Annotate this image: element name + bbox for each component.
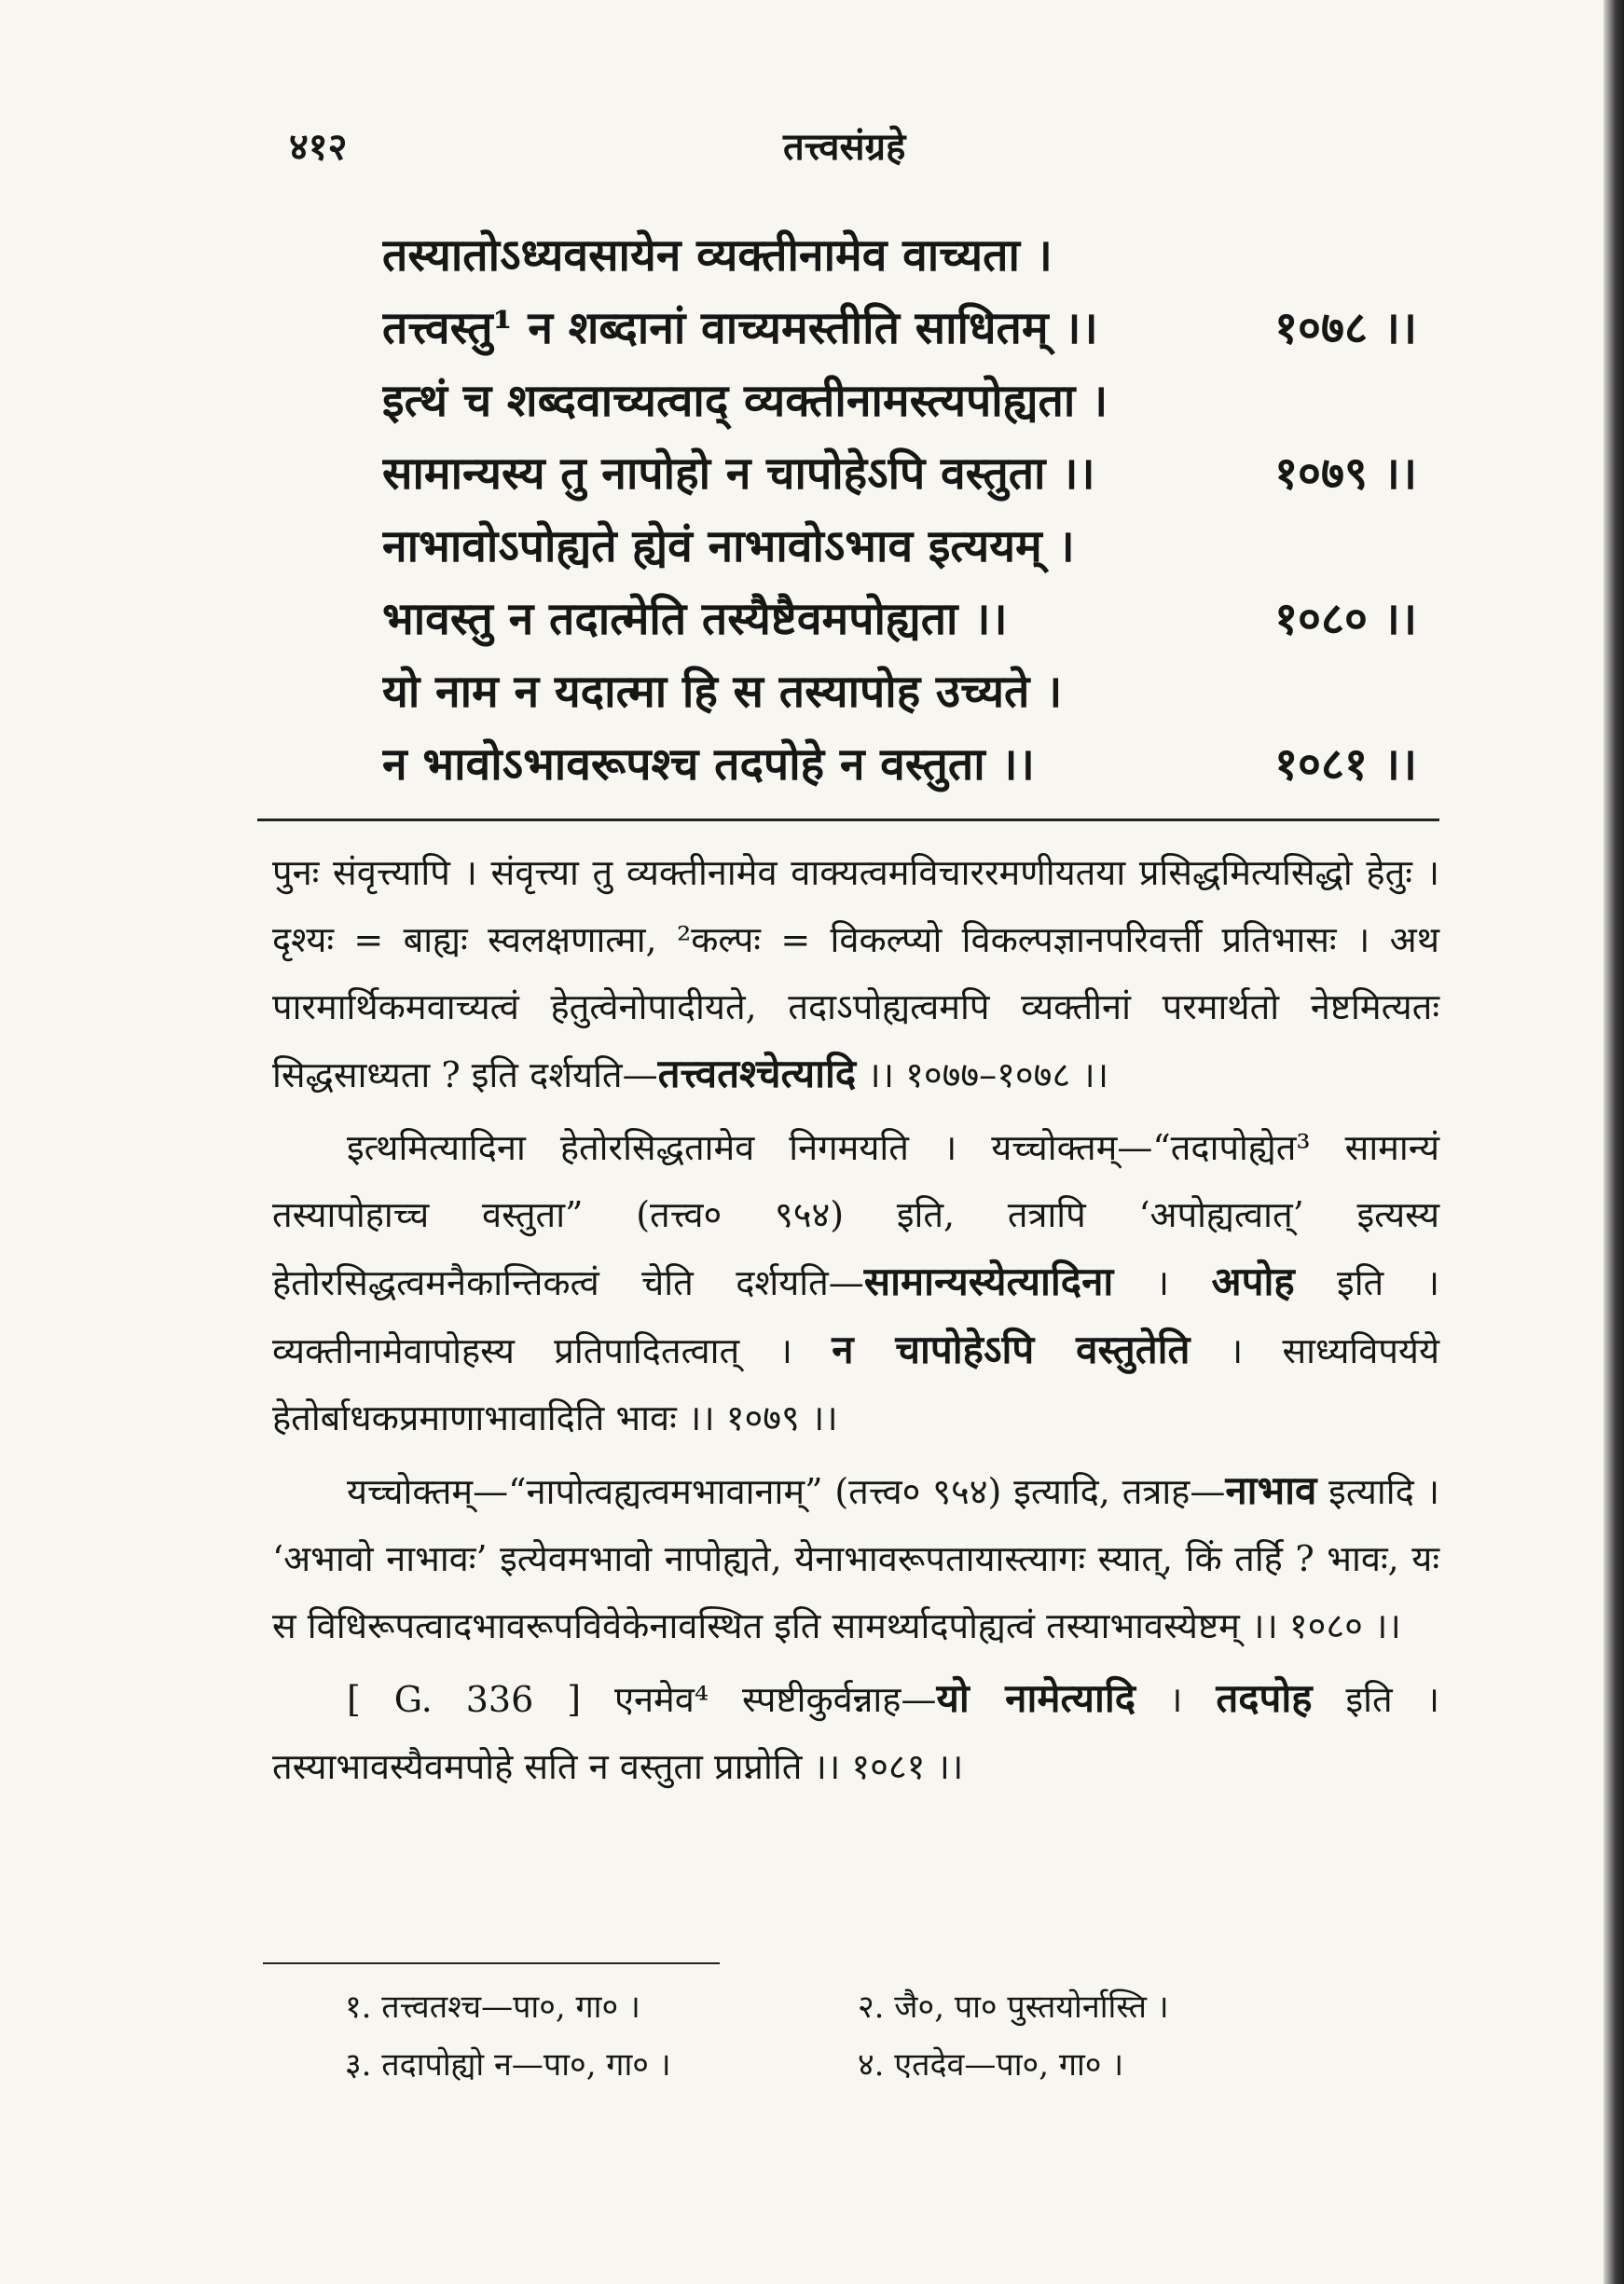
footnote-divider <box>263 1962 720 1964</box>
commentary-pratika: न चापोहेऽपि वस्तुतेति <box>832 1327 1190 1372</box>
commentary-pratika: यो नामेत्यादि <box>936 1675 1136 1721</box>
commentary-text: । <box>1113 1262 1212 1303</box>
commentary-paragraph <box>272 839 1439 1108</box>
page-edge-shadow <box>1603 0 1624 2284</box>
verse-number: १०८० ।। <box>1274 593 1417 645</box>
commentary-text: । साध्यविपर्यये हेतोर्बाधकप्रमाणाभावादिति भावः ।। १०७९ ।। <box>272 1330 1439 1438</box>
commentary-pratika: तत्त्वतश्चेत्यादि <box>657 1051 857 1096</box>
verse-line <box>382 660 1417 733</box>
commentary-pratika: अपोह <box>1211 1259 1295 1304</box>
verse-divider <box>257 819 1439 821</box>
running-title: तत्त्वसंग्रहे <box>783 125 906 169</box>
commentary-text: यच्चोक्तम्—“नापोत्वह्यत्वमभावानाम्” (तत्त्व० ९५४) इत्यादि, तत्राह— <box>347 1471 1226 1512</box>
verse-number: १०८१ ।। <box>1274 738 1417 791</box>
verse-text: भावस्तु न तदात्मेति तस्यैष्टैवमपोह्यता ।। <box>382 593 1008 645</box>
commentary-text: पुनः संवृत्त्यापि । संवृत्त्या तु व्यक्तीनामेव वाक्यत्वमविचाररमणीयतया प्रसिद्धमित्यसिद्धो हेतुः । दृश्यः = बाह्यः स्वलक्षणात्मा, ²कल्पः = विकल्प्यो विकल्पज्ञानपरिवर्त्ती प्रतिभासः । अथ पारमार्थिकमवाच्यत्वं हेतुत्वेनोपादीयते, तदाऽपोह्यत्वमपि व्यक्तीनां परमार्थतो नेष्टमित्यतः सिद्धसाध्यता ? इति दर्शयति— <box>272 852 1439 1095</box>
verse-text: न भावोऽभावरूपश्च तदपोहे न वस्तुता ।। <box>382 738 1035 791</box>
verse-line <box>382 224 1417 296</box>
verse-text: इत्थं च शब्दवाच्यत्वाद् व्यक्तीनामस्त्यपोह्यता । <box>382 375 1108 427</box>
commentary-pratika: नाभाव <box>1225 1467 1317 1513</box>
verse-line <box>382 442 1417 515</box>
commentary-text: इत्थमित्यादिना हेतोरसिद्धतामेव निगमयति । यच्चोक्तम्—“तदापोह्येत³ सामान्यं तस्यापोहाच्च वस्तुता” (तत्त्व० ९५४) इति, तत्रापि ‘अपोह्यत्वात्’ इत्यस्य हेतोरसिद्धत्वमनैकान्तिकत्वं चेति दर्शयति— <box>272 1127 1439 1303</box>
commentary-text: ।। १०७७–१०७८ ।। <box>856 1054 1109 1095</box>
footnote-row <box>345 1976 1370 2034</box>
footnote: ४. एतदेव—पा०, गा० । <box>858 2046 1124 2084</box>
footnote: ३. तदापोह्यो न—पा०, गा० । <box>345 2046 671 2084</box>
footnote: २. जै०, पा० पुस्तयोर्नास्ति । <box>858 1988 1169 2026</box>
verse-line <box>382 515 1417 587</box>
commentary-text: इत्यादि । ‘अभावो नाभावः’ इत्येवमभावो नापोह्यते, येनाभावरूपतायास्त्यागः स्यात्, किं तर्हि ? भावः, यः स विधिरूपत्वादभावरूपविवेकेनावस्थित इति सामर्थ्यादपोह्यत्वं तस्याभावस्येष्टम् ।। १०८० ।। <box>272 1471 1440 1646</box>
commentary-text: इति । व्यक्तीनामेवापोहस्य प्रतिपादितत्वात् । <box>272 1262 1440 1371</box>
commentary-block <box>272 839 1439 1806</box>
verse-text: तस्यातोऽध्यवसायेन व्यक्तीनामेव वाच्यता । <box>382 229 1053 282</box>
verse-text: सामान्यस्य तु नापोहो न चापोहेऽपि वस्तुता ।। <box>382 447 1095 500</box>
page-header <box>289 119 1445 175</box>
footnote: १. तत्त्वतश्च—पा०, गा० । <box>345 1988 640 2026</box>
commentary-paragraph <box>272 1457 1439 1659</box>
commentary-paragraph <box>272 1665 1439 1800</box>
page-number: ४१२ <box>289 125 348 169</box>
verse-line <box>382 369 1417 442</box>
verse-block <box>382 224 1417 805</box>
verse-text: नाभावोऽपोह्यते ह्येवं नाभावोऽभाव इत्ययम् । <box>382 520 1075 572</box>
footnotes <box>345 1976 1370 2092</box>
verse-line <box>382 733 1417 805</box>
commentary-text: । <box>1135 1679 1217 1720</box>
commentary-pratika: सामान्यस्येत्यादिना <box>863 1259 1114 1304</box>
footnote-row <box>345 2034 1370 2092</box>
commentary-text: इति । तस्याभावस्यैवमपोहे सति न वस्तुता प्राप्नोति ।। १०८१ ।। <box>272 1679 1439 1787</box>
verse-line <box>382 587 1417 660</box>
verse-number: १०७८ ।। <box>1274 302 1417 354</box>
verse-number: १०७९ ।। <box>1274 447 1417 500</box>
commentary-pratika: तदपोह <box>1216 1675 1313 1721</box>
verse-text: यो नाम न यदात्मा हि स तस्यापोह उच्यते । <box>382 666 1063 718</box>
commentary-text: [ G. 336 ] एनमेव⁴ स्पष्टीकुर्वन्नाह— <box>347 1679 937 1720</box>
verse-text: तत्त्वस्तु¹ न शब्दानां वाच्यमस्तीति साधितम् ।। <box>382 302 1098 354</box>
commentary-paragraph <box>272 1114 1439 1452</box>
verse-line <box>382 296 1417 369</box>
